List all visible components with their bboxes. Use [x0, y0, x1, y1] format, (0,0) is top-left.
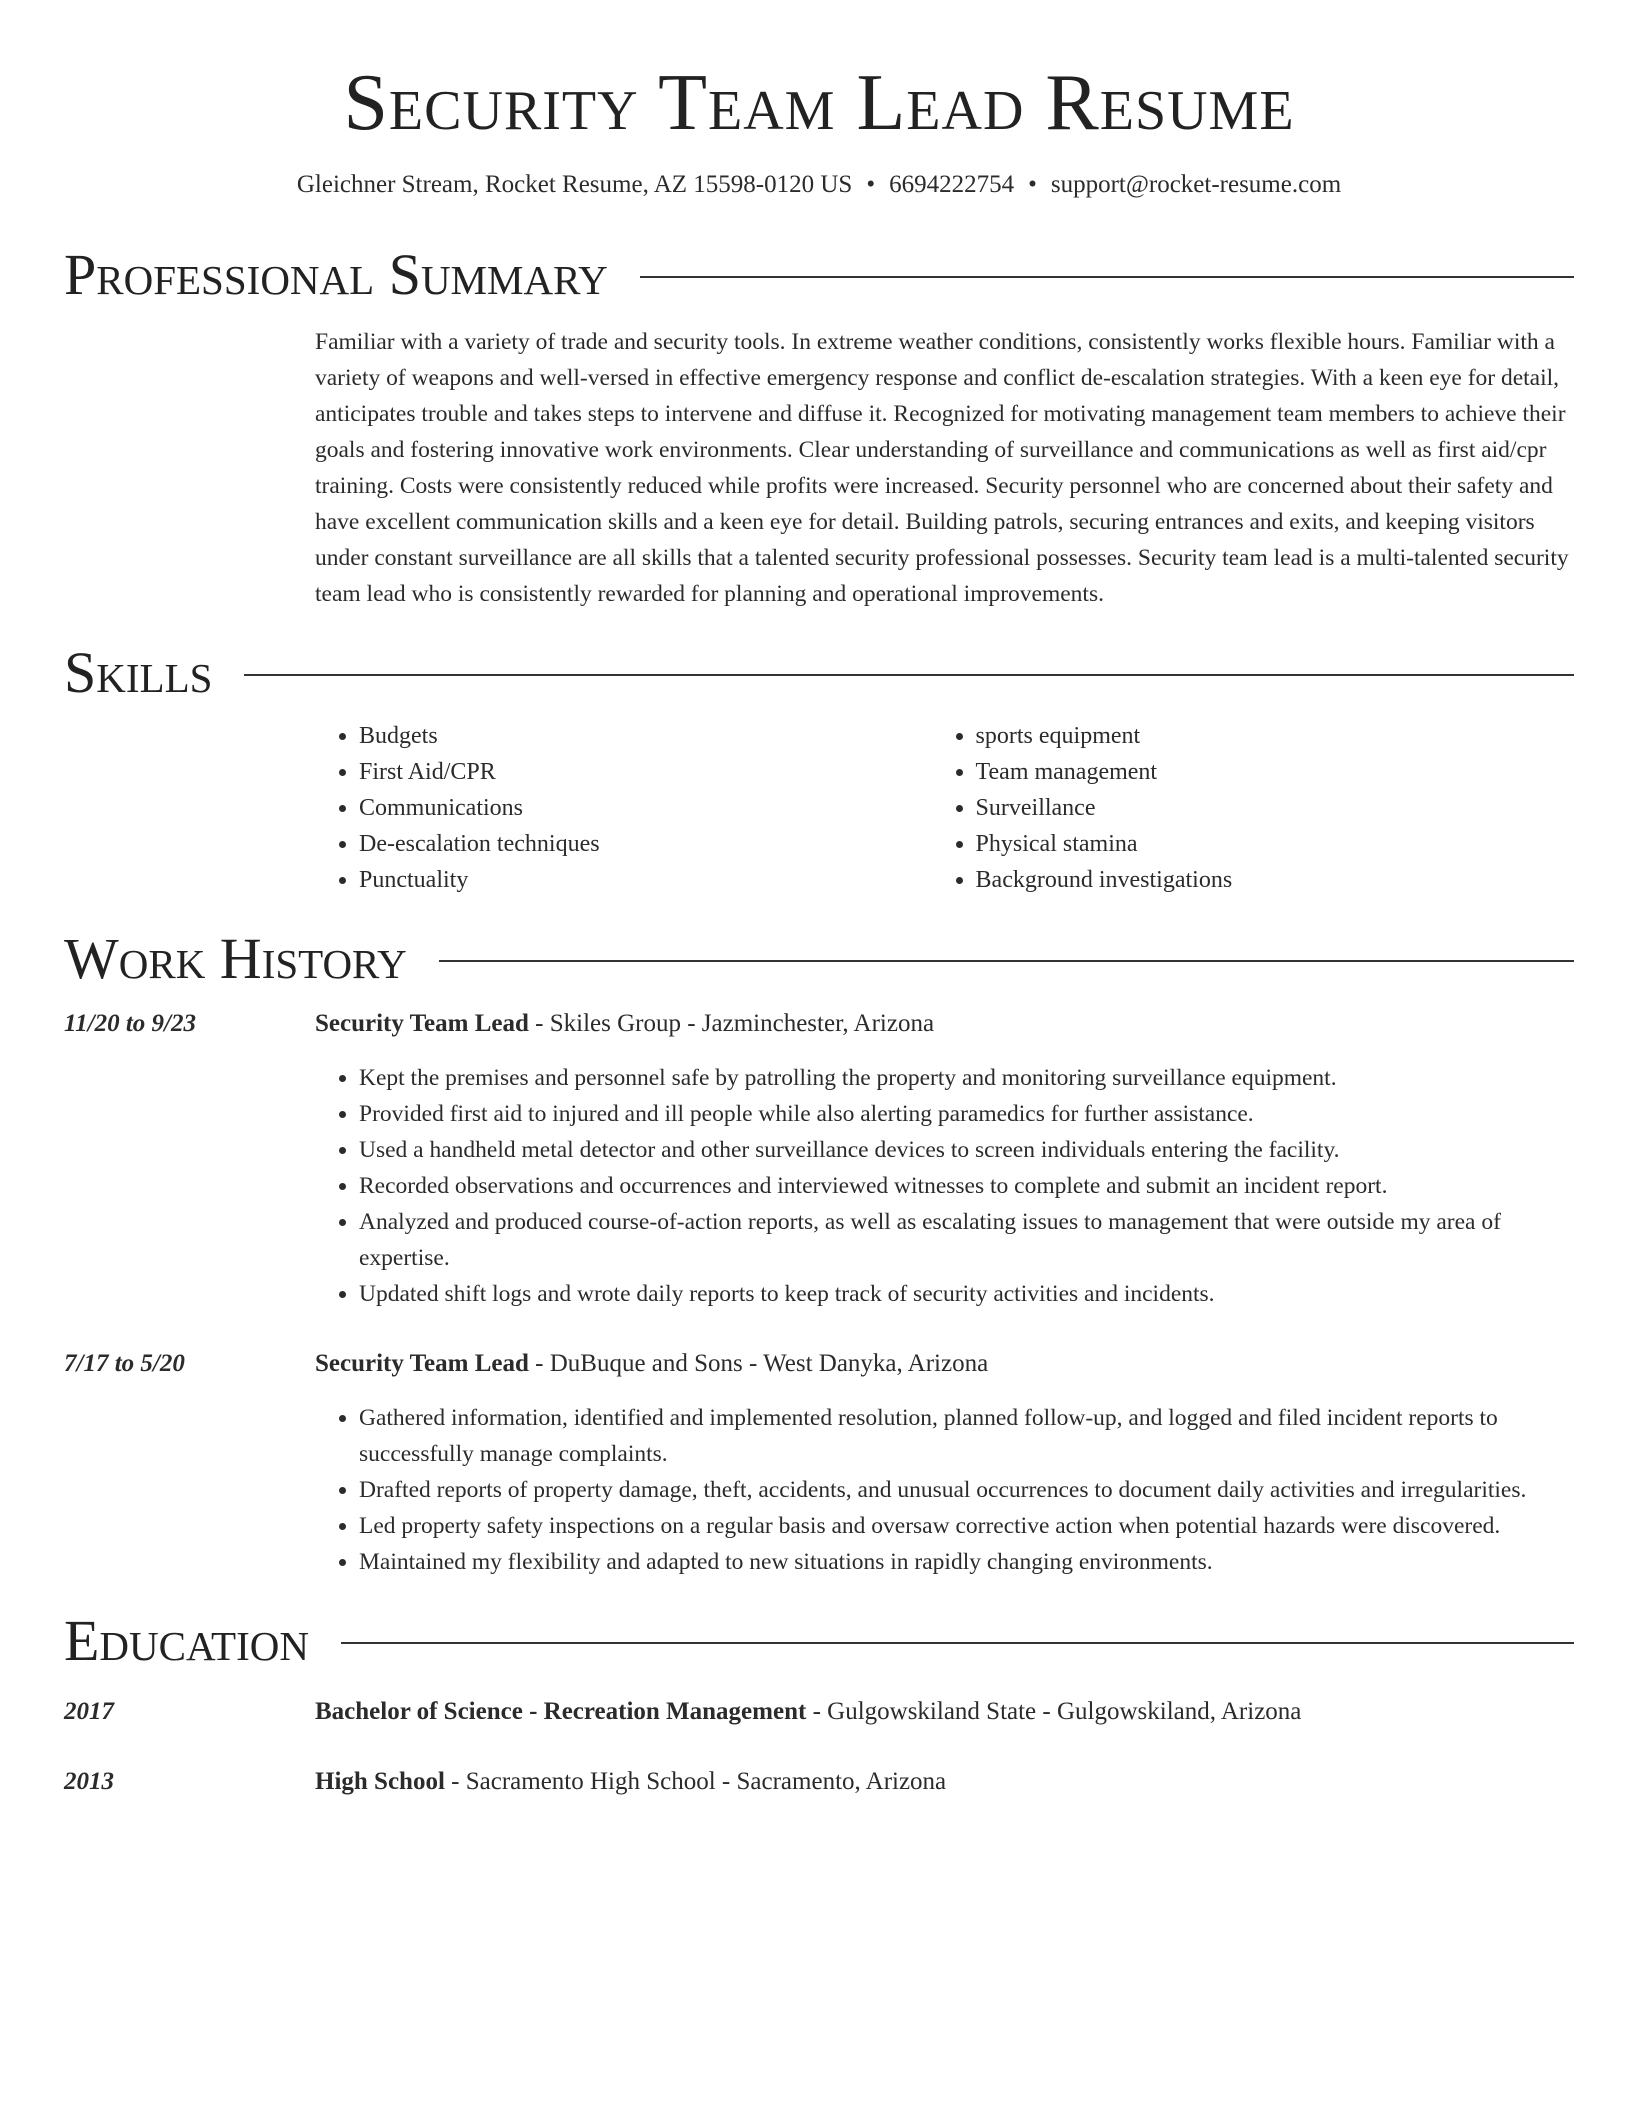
education-entry — [64, 1764, 1574, 1800]
skill-item: • Background investigations — [976, 862, 1574, 898]
duty-item: • Led property safety inspections on a regular basis and oversaw corrective action when potential hazards were discovered. — [359, 1508, 1574, 1544]
education-headline — [315, 1694, 1574, 1730]
education-headline — [315, 1764, 1574, 1800]
skill-item: • Surveillance — [976, 790, 1574, 826]
education-body — [315, 1764, 1574, 1800]
education-entry — [64, 1694, 1574, 1730]
resume-title: Security Team Lead Resume — [343, 59, 1295, 147]
summary-heading: Professional Summary — [64, 242, 608, 307]
job-employer: - Skiles Group - Jazminchester, Arizona — [528, 1010, 935, 1037]
skills-list — [315, 718, 1574, 898]
contact-separator: • — [1028, 171, 1037, 198]
job-headline — [315, 1006, 1574, 1042]
job-employer: - DuBuque and Sons - West Danyka, Arizona — [528, 1350, 989, 1377]
section-divider — [341, 1642, 1574, 1644]
education-school: - Gulgowskiland State - Gulgowskiland, Arizona — [806, 1698, 1302, 1725]
skills-column-1 — [315, 718, 932, 898]
job-dates: 11/20 to 9/23 — [64, 1010, 196, 1037]
education-section-header — [64, 1606, 1574, 1676]
education-year: 2013 — [64, 1768, 114, 1795]
resume-page — [64, 0, 1574, 1800]
section-divider — [244, 674, 1574, 676]
education-degree: High School — [315, 1768, 445, 1795]
job-dates: 7/17 to 5/20 — [64, 1350, 185, 1377]
job-duties — [315, 1060, 1574, 1312]
skill-item: • Budgets — [359, 718, 932, 754]
contact-email: support@rocket-resume.com — [1050, 171, 1342, 198]
skills-section-header — [64, 638, 1574, 708]
education-body — [315, 1694, 1574, 1730]
duty-item: • Kept the premises and personnel safe by patrolling the property and monitoring surveillance equipment. — [359, 1060, 1574, 1096]
job-headline — [315, 1346, 1574, 1382]
job-duties — [315, 1400, 1574, 1580]
skill-item: • Punctuality — [359, 862, 932, 898]
contact-separator: • — [866, 171, 876, 198]
education-school: - Sacramento High School - Sacramento, Arizona — [444, 1768, 947, 1795]
contact-line — [64, 168, 1574, 202]
contact-address: Gleichner Stream, Rocket Resume, AZ 15598-0120 US — [296, 171, 853, 198]
education-heading: Education — [64, 1608, 309, 1673]
job-body — [315, 1346, 1574, 1580]
summary-text: Familiar with a variety of trade and security tools. In extreme weather conditions, consistently works flexible hours. Familiar with a variety of weapons and well-versed in effective emergency response and conflict de-escalation strategies. With a keen eye for detail, anticipates trouble and takes steps to intervene and diffuse it. Recognized for motivating management team members to achieve their goals and fostering innovative work environments. Clear understanding of surveillance and communications as well as first aid/cpr training. Costs were consistently reduced while profits were increased. Security personnel who are concerned about their safety and have excellent communication skills and a keen eye for detail. Building patrols, securing entrances and exits, and keeping visitors under constant surveillance are all skills that a talented security professional possesses. Security team lead is a multi-talented security team lead who is consistently rewarded for planning and operational improvements. — [315, 329, 1569, 607]
summary-section-header — [64, 240, 1574, 310]
job-entry — [64, 1346, 1574, 1580]
skills-column-2 — [932, 718, 1574, 898]
section-divider — [640, 276, 1574, 278]
skill-item: • sports equipment — [976, 718, 1574, 754]
skill-item: • Team management — [976, 754, 1574, 790]
job-entry — [64, 1006, 1574, 1312]
duty-item: • Gathered information, identified and implemented resolution, planned follow-up, and logged and filed incident reports to successfully manage complaints. — [359, 1400, 1574, 1472]
duty-item: • Provided first aid to injured and ill people while also alerting paramedics for further assistance. — [359, 1096, 1574, 1132]
work-section-header — [64, 924, 1574, 994]
job-title: Security Team Lead — [315, 1350, 529, 1377]
contact-phone: 6694222754 — [889, 171, 1015, 198]
job-body — [315, 1006, 1574, 1312]
duty-item: • Updated shift logs and wrote daily reports to keep track of security activities and incidents. — [359, 1276, 1574, 1312]
skills-heading: Skills — [64, 640, 213, 705]
job-title: Security Team Lead — [315, 1010, 529, 1037]
skill-item: • First Aid/CPR — [359, 754, 932, 790]
duty-item: • Maintained my flexibility and adapted to new situations in rapidly changing environments. — [359, 1544, 1574, 1580]
duty-item: • Analyzed and produced course-of-action reports, as well as escalating issues to management that were outside my area of expertise. — [359, 1204, 1574, 1276]
education-degree: Bachelor of Science - Recreation Management — [315, 1698, 807, 1725]
skill-item: • Communications — [359, 790, 932, 826]
duty-item: • Recorded observations and occurrences and interviewed witnesses to complete and submit an incident report. — [359, 1168, 1574, 1204]
education-year: 2017 — [64, 1698, 114, 1725]
section-divider — [439, 960, 1574, 962]
skill-item: • Physical stamina — [976, 826, 1574, 862]
duty-item: • Used a handheld metal detector and other surveillance devices to screen individuals entering the facility. — [359, 1132, 1574, 1168]
duty-item: • Drafted reports of property damage, theft, accidents, and unusual occurrences to document daily activities and irregularities. — [359, 1472, 1574, 1508]
work-heading: Work History — [64, 926, 407, 991]
skill-item: • De-escalation techniques — [359, 826, 932, 862]
